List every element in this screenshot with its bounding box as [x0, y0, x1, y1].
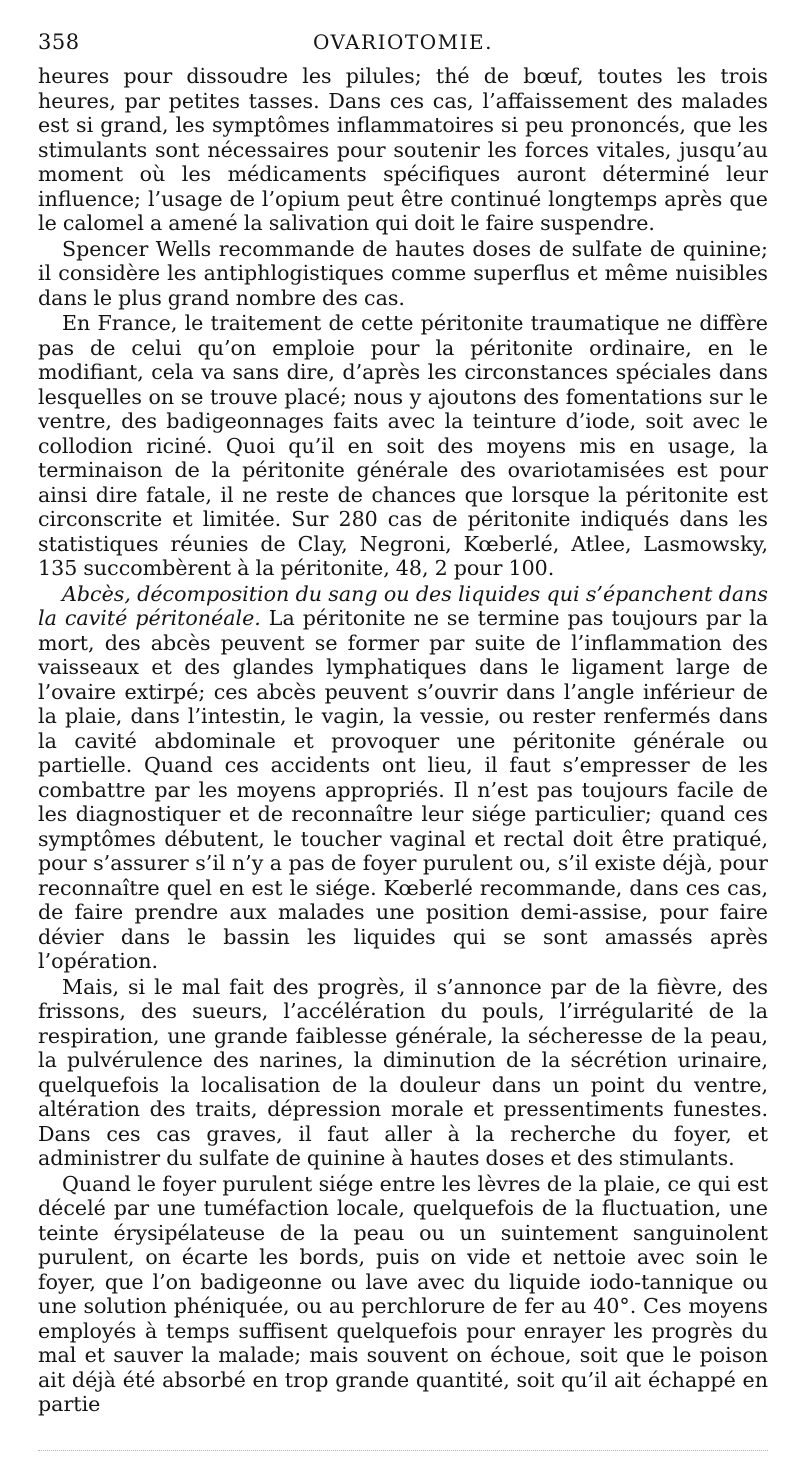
paragraph: Spencer Wells recommande de hautes doses de sulfate de quinine; il considère les antiphlogistiques comme superflus et même nuisibles dans le plus grand nombre des cas.	[38, 236, 768, 310]
paragraph-body: La péritonite ne se termine pas toujours par la mort, des abcès peuvent se former par suite de l’inflammation des vaisseaux et des glandes lymphatiques dans le ligament large de l’ovaire extirpé; ces abcès peuvent s’ouvrir dans l’angle inférieur de la plaie, dans l’intestin, le vagin, la vessie, ou rester renfermés dans la cavité abdominale et provoquer une péritonite générale ou partielle. Quand ces accidents ont lieu, il faut s’empresser de les combattre par les moyens appropriés. Il n’est pas toujours facile de les diagnostiquer et de reconnaître leur siége particulier; quand ces symptômes débutent, le toucher vaginal et rectal doit être pratiqué, pour s’assurer s’il n’y a pas de foyer purulent ou, s’il existe déjà, pour reconnaître quel en est le siége. Kœberlé recommande, dans ces cas, de faire prendre aux malades une position demi-assise, pour faire dévier dans le bassin les liquides qui se sont amassés après l’opération.	[38, 606, 768, 973]
footer-scan-artifact	[38, 1450, 768, 1453]
running-title: OVARIOTOMIE.	[312, 30, 493, 54]
section-lead-heading: Abcès, décomposition du sang ou des liquides qui s’épanchent dans la cavité péritonéale.	[38, 581, 768, 630]
paragraph: En France, le traitement de cette péritonite traumatique ne diffère pas de celui qu’on emploie pour la péritonite ordinaire, en le modifiant, cela va sans dire, d’après les circonstances spéciales dans lesquelles on se trouve placé; nous y ajoutons des fomentations sur le ventre, des badigeonnages faits avec la teinture d’iode, soit avec le collodion riciné. Quoi qu’il en soit des moyens mis en usage, la terminaison de la péritonite générale des ovariotamisées est pour ainsi dire fatale, il ne reste de chances que lorsque la péritonite est circonscrite et limitée. Sur 280 cas de péritonite indiqués dans les statistiques réunies de Clay, Negroni, Kœberlé, Atlee, Lasmowsky, 135 succombèrent à la péritonite, 48, 2 pour 100.	[38, 311, 768, 580]
body-text	[38, 64, 768, 1418]
paragraph: Quand le foyer purulent siége entre les lèvres de la plaie, ce qui est décelé par une tuméfaction locale, quelquefois de la fluctuation, une teinte érysipélateuse de la peau ou un suintement sanguinolent purulent, on écarte les bords, puis on vide et nettoie avec soin le foyer, que l’on badigeonne ou lave avec du liquide iodo-tannique ou une solution phéniquée, ou au perchlorure de fer au 40°. Ces moyens employés à temps suffisent quelquefois pour enrayer les progrès du mal et sauver la malade; mais souvent on échoue, soit que le poison ait déjà été absorbé en trop grande quantité, soit qu’il ait échappé en partie	[38, 1171, 768, 1416]
page-header	[38, 30, 768, 60]
page-number: 358	[38, 30, 80, 54]
paragraph	[38, 582, 768, 974]
paragraph: Mais, si le mal fait des progrès, il s’annonce par de la fièvre, des frissons, des sueurs, l’accélération du pouls, l’irrégularité de la respiration, une grande faiblesse générale, la sécheresse de la peau, la pulvérulence des narines, la diminution de la sécrétion urinaire, quelquefois la localisation de la douleur dans un point du ventre, altération des traits, dépression morale et pressentiments funestes. Dans ces cas graves, il faut aller à la recherche du foyer, et administrer du sulfate de quinine à hautes doses et des stimulants.	[38, 974, 768, 1170]
paragraph: heures pour dissoudre les pilules; thé de bœuf, toutes les trois heures, par petites tasses. Dans ces cas, l’affaissement des malades est si grand, les symptômes inflammatoires si peu prononcés, que les stimulants sont nécessaires pour soutenir les forces vitales, jusqu’au moment où les médicaments spécifiques auront déterminé leur influence; l’usage de l’opium peut être continué longtemps après que le calomel a amené la salivation qui doit le faire suspendre.	[38, 64, 768, 235]
